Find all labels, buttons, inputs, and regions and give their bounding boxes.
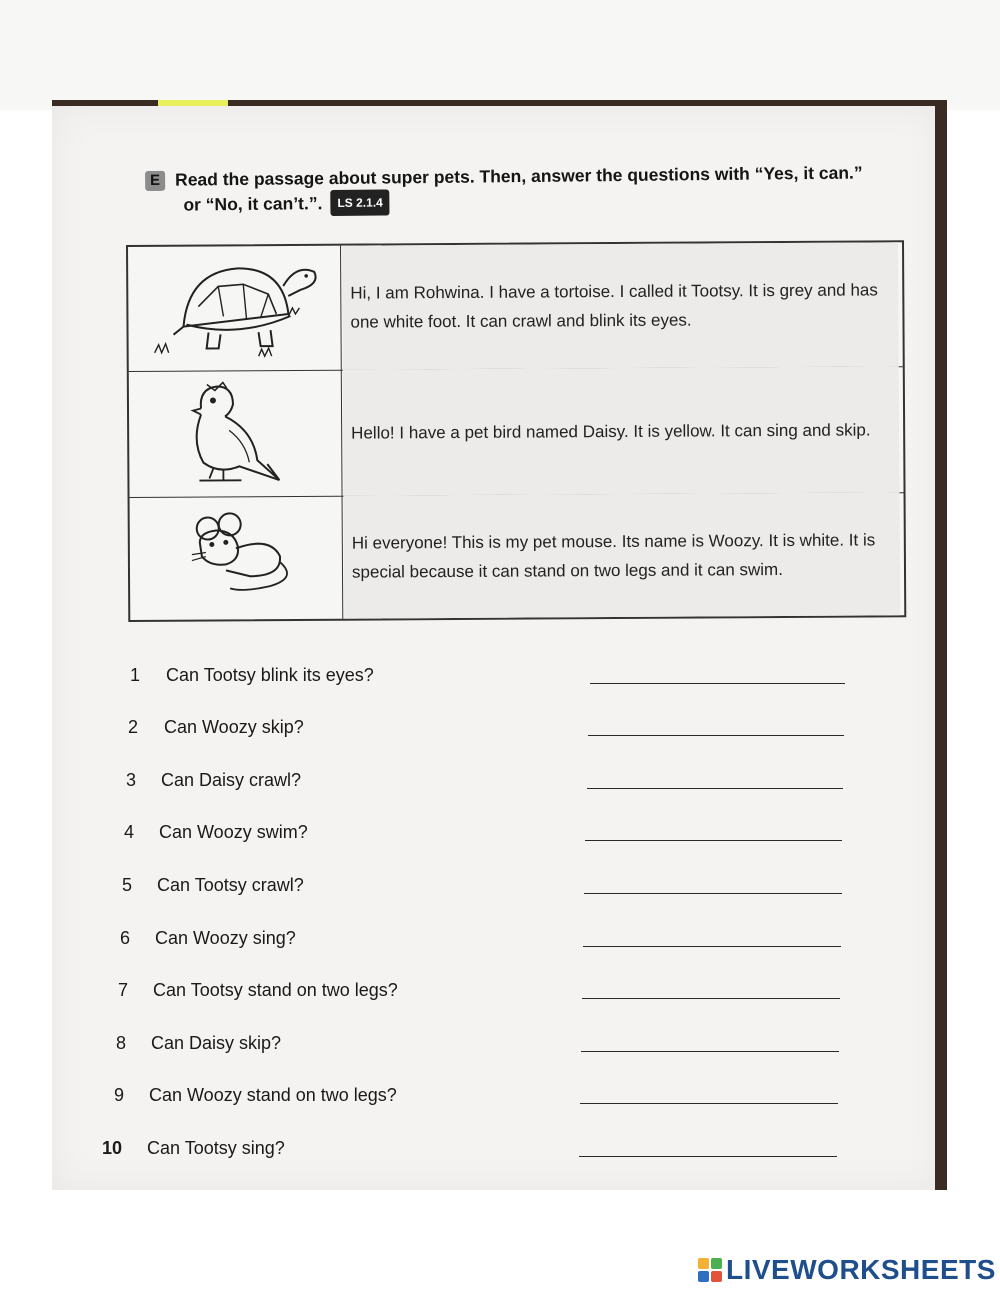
question-5	[100, 875, 860, 905]
passage-text-tortoise: Hi, I am Rohwina. I have a tortoise. I called it Tootsy. It is grey and has one white foot. It can crawl and blink its eyes.	[342, 242, 899, 369]
tortoise-icon	[128, 246, 341, 371]
question-3	[100, 770, 860, 800]
answer-line-1[interactable]	[590, 683, 845, 684]
question-text: Can Daisy crawl?	[161, 770, 302, 790]
answer-line-3[interactable]	[587, 788, 843, 789]
question-text: Can Woozy skip?	[164, 717, 304, 737]
question-number: 8	[115, 1033, 126, 1053]
question-number: 3	[125, 770, 136, 790]
bird-icon	[129, 370, 342, 497]
question-text: Can Daisy skip?	[151, 1033, 282, 1053]
question-number: 1	[129, 665, 140, 685]
yellow-tab-marker	[158, 100, 228, 106]
liveworksheets-logo[interactable]	[698, 1252, 996, 1288]
question-number: 6	[119, 928, 130, 948]
answer-line-10[interactable]	[579, 1156, 837, 1157]
logo-square	[698, 1271, 709, 1282]
passage-text-mouse: Hi everyone! This is my pet mouse. Its name is Woozy. It is white. It is special because it can stand on two legs and it can swim.	[344, 492, 901, 618]
background-top	[0, 0, 1000, 110]
question-number: 9	[113, 1085, 124, 1105]
answer-line-5[interactable]	[584, 893, 842, 894]
question-number: 10	[101, 1138, 122, 1158]
question-text: Can Woozy sing?	[155, 928, 296, 948]
bird-picture-cell	[129, 370, 343, 497]
logo-grid-icon	[698, 1258, 722, 1282]
question-text: Can Tootsy blink its eyes?	[166, 665, 374, 685]
question-text: Can Tootsy sing?	[147, 1138, 285, 1158]
question-8	[100, 1033, 860, 1063]
passage-table	[126, 240, 906, 622]
answer-line-8[interactable]	[581, 1051, 839, 1052]
question-6	[100, 928, 860, 958]
mouse-picture-cell	[130, 496, 344, 620]
question-1	[100, 665, 860, 695]
instruction-line-2: or “No, it can’t.”.	[183, 193, 323, 215]
question-4	[100, 822, 860, 852]
question-7	[100, 980, 860, 1010]
passage-row	[130, 492, 905, 620]
page-edge-right	[935, 100, 947, 1190]
logo-text: LIVEWORKSHEETS	[726, 1254, 996, 1285]
question-text: Can Woozy stand on two legs?	[149, 1085, 397, 1105]
instruction-line-1: Read the passage about super pets. Then, answer the questions with “Yes, it can.”	[175, 162, 863, 190]
answer-line-7[interactable]	[582, 998, 840, 999]
section-badge: E	[145, 171, 165, 191]
answer-line-9[interactable]	[580, 1103, 838, 1104]
question-text: Can Tootsy stand on two legs?	[153, 980, 398, 1000]
question-text: Can Tootsy crawl?	[157, 875, 304, 895]
question-2	[100, 717, 860, 747]
question-number: 7	[117, 980, 128, 1000]
mouse-icon	[130, 496, 343, 620]
answer-line-6[interactable]	[583, 946, 841, 947]
question-number: 2	[127, 717, 138, 737]
passage-row	[128, 242, 903, 372]
logo-square	[711, 1271, 722, 1282]
question-number: 5	[121, 875, 132, 895]
answer-line-2[interactable]	[588, 735, 844, 736]
logo-square	[711, 1258, 722, 1269]
instruction	[145, 160, 935, 218]
answer-line-4[interactable]	[585, 840, 842, 841]
passage-row	[129, 366, 904, 498]
question-text: Can Woozy swim?	[159, 822, 308, 842]
tortoise-picture-cell	[128, 246, 342, 371]
passage-text-bird: Hello! I have a pet bird named Daisy. It is yellow. It can sing and skip.	[343, 366, 900, 495]
question-9	[100, 1085, 860, 1115]
logo-square	[698, 1258, 709, 1269]
standard-tag: LS 2.1.4	[330, 189, 390, 216]
question-10	[100, 1138, 860, 1168]
question-number: 4	[123, 822, 134, 842]
